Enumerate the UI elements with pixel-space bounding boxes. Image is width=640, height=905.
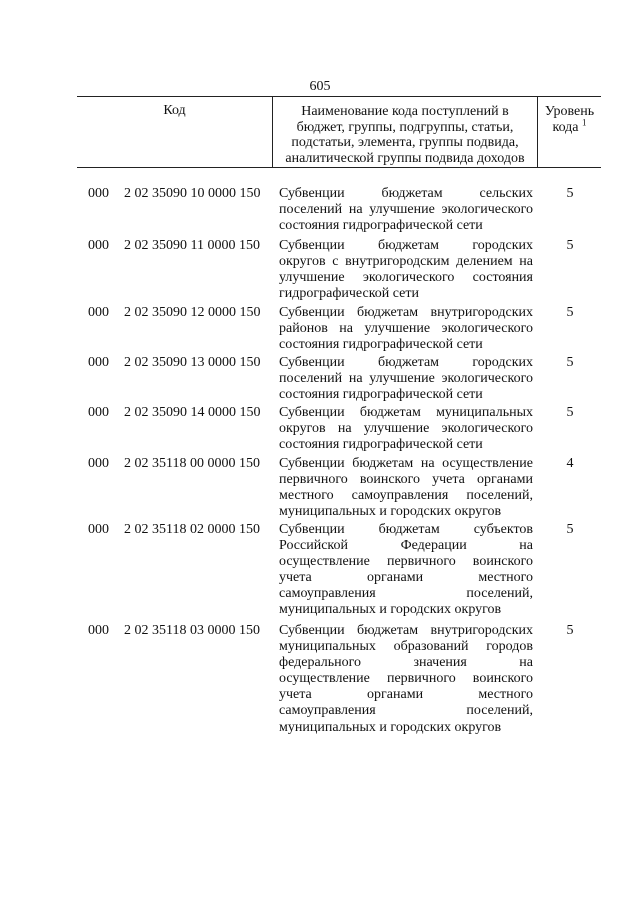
row-name-line: состояния гидрографической сети <box>279 387 483 403</box>
row-code: 2 02 35118 00 0000 150 <box>124 456 260 471</box>
row-name-line: Субвенции бюджетам внутригородских <box>279 623 533 638</box>
row-code: 2 02 35118 03 0000 150 <box>124 623 260 638</box>
row-name <box>279 522 533 619</box>
row-name-line: состояния гидрографической сети <box>279 218 483 234</box>
row-name-line: местного самоуправления поселений, <box>279 488 533 504</box>
row-prefix: 000 <box>88 355 109 370</box>
row-level: 5 <box>566 355 574 370</box>
row-name-line: состояния гидрографической сети <box>279 437 483 453</box>
row-prefix: 000 <box>88 623 109 638</box>
header-name-line: бюджет, группы, подгруппы, статьи, <box>296 119 514 135</box>
page-number: 605 <box>309 79 331 94</box>
row-code: 2 02 35090 11 0000 150 <box>124 238 260 253</box>
row-name-line: муниципальных образований городов <box>279 639 533 655</box>
row-name-line: осуществление первичного воинского <box>279 554 533 570</box>
row-prefix: 000 <box>88 186 109 201</box>
row-name <box>279 456 533 520</box>
row-prefix: 000 <box>88 522 109 537</box>
row-level: 5 <box>566 305 574 320</box>
row-name-line: Субвенции бюджетам городских <box>279 238 533 253</box>
row-name-line: муниципальных и городских округов <box>279 504 502 520</box>
row-name-line: поселений на улучшение экологического <box>279 371 533 387</box>
row-name-line: Субвенции бюджетам сельских <box>279 186 533 201</box>
header-name-line: подстатьи, элемента, группы подвида, <box>291 135 519 150</box>
row-name <box>279 623 533 736</box>
row-name-line: улучшение экологического состояния <box>279 270 533 286</box>
row-code: 2 02 35090 12 0000 150 <box>124 305 261 320</box>
row-level: 4 <box>566 456 574 471</box>
row-name-line: муниципальных и городских округов <box>279 719 502 735</box>
row-level: 5 <box>566 186 574 201</box>
row-prefix: 000 <box>88 238 109 253</box>
row-name-line: Субвенции бюджетам городских <box>279 355 533 370</box>
row-code: 2 02 35090 13 0000 150 <box>124 355 261 370</box>
row-prefix: 000 <box>88 456 109 471</box>
row-name-line: первичного воинского учета органами <box>279 472 533 488</box>
row-name-line: Субвенции бюджетам муниципальных <box>279 405 533 420</box>
row-name-line: Субвенции бюджетам внутригородских <box>279 305 533 320</box>
footnote-marker: 1 <box>582 116 587 127</box>
row-level: 5 <box>566 238 574 253</box>
row-level: 5 <box>566 405 574 420</box>
row-code: 2 02 35090 10 0000 150 <box>124 186 261 201</box>
row-name <box>279 186 533 234</box>
row-name-line: округов на улучшение экологического <box>279 421 533 437</box>
row-prefix: 000 <box>88 405 109 420</box>
row-name <box>279 405 533 453</box>
row-name-line: состояния гидрографической сети <box>279 337 483 353</box>
row-level: 5 <box>566 522 574 537</box>
row-name-line: Субвенции бюджетам субъектов <box>279 522 533 537</box>
row-name-line: гидрографической сети <box>279 286 419 302</box>
header-level-line: Уровень <box>544 104 595 119</box>
row-name <box>279 355 533 403</box>
row-name <box>279 305 533 353</box>
row-name-line: федерального значения на <box>279 655 533 671</box>
row-code: 2 02 35090 14 0000 150 <box>124 405 261 420</box>
header-code: Код <box>163 103 186 118</box>
row-name-line: самоуправления поселений, <box>279 703 533 719</box>
row-name-line: учета органами местного <box>279 687 533 703</box>
row-name-line: учета органами местного <box>279 570 533 586</box>
row-name-line: поселений на улучшение экологического <box>279 202 533 218</box>
row-name-line: районов на улучшение экологического <box>279 321 533 337</box>
row-code: 2 02 35118 02 0000 150 <box>124 522 260 537</box>
header-name-line: аналитической группы подвида доходов <box>285 150 525 166</box>
row-name-line: муниципальных и городских округов <box>279 602 502 618</box>
row-prefix: 000 <box>88 305 109 320</box>
row-name-line: Субвенции бюджетам на осуществление <box>279 456 533 471</box>
row-name-line: осуществление первичного воинского <box>279 671 533 687</box>
row-name-line: округов с внутригородским делением на <box>279 254 533 270</box>
row-name <box>279 238 533 302</box>
row-level: 5 <box>566 623 574 638</box>
header-level-word: кода <box>552 119 579 135</box>
row-name-line: самоуправления поселений, <box>279 586 533 602</box>
row-name-line: Российской Федерации на <box>279 538 533 554</box>
header-name-line: Наименование кода поступлений в <box>301 104 509 119</box>
